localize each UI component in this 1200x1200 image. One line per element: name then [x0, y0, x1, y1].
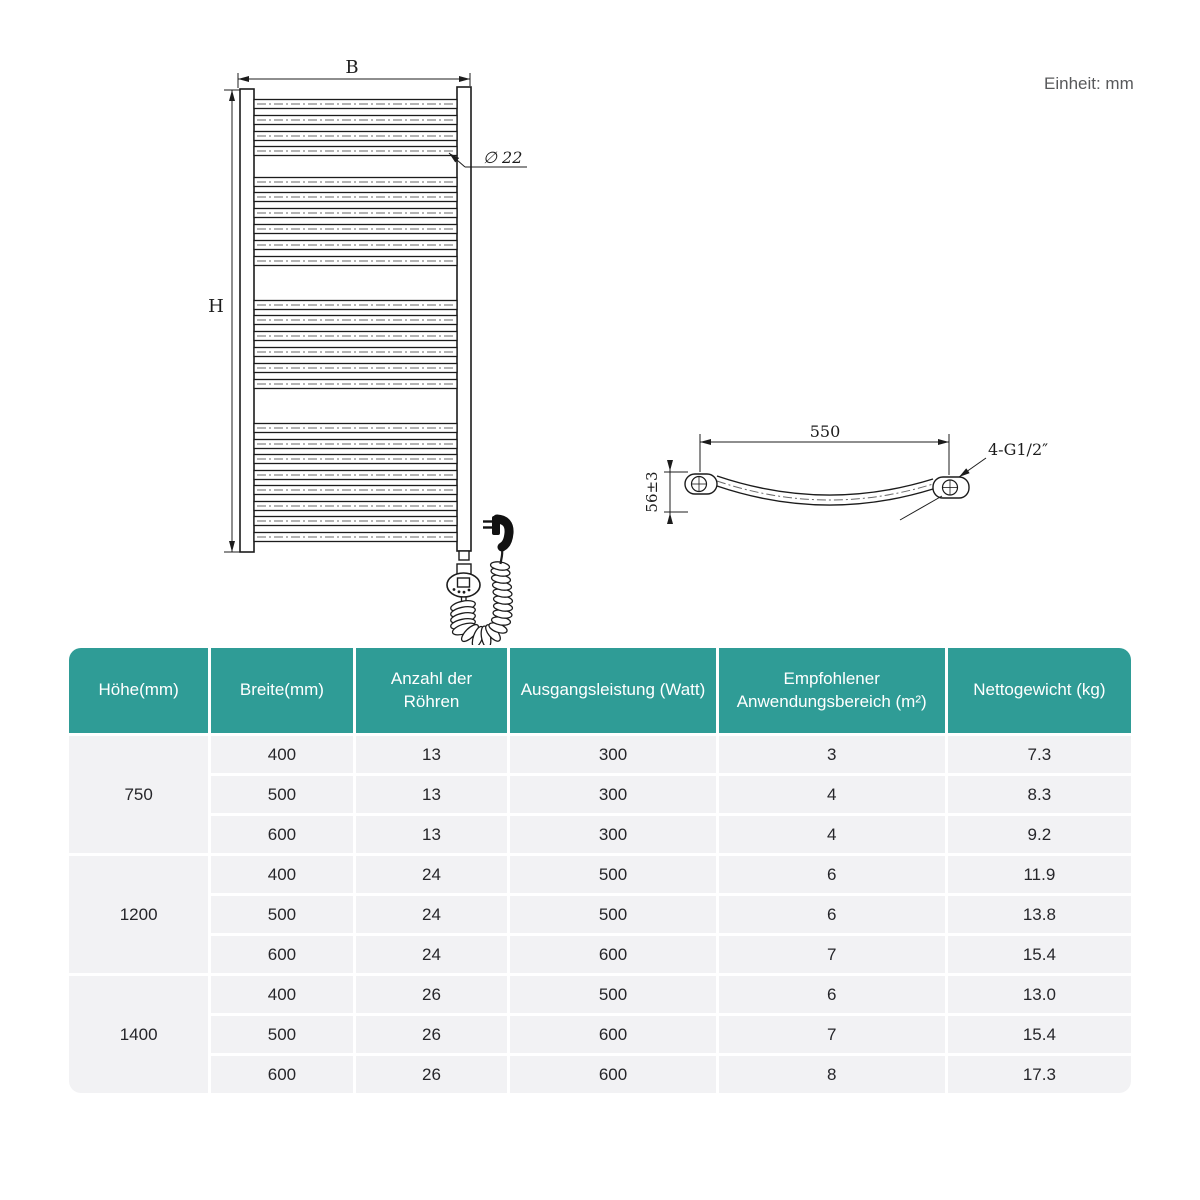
tube-group-2	[254, 178, 457, 266]
cell-bereich: 6	[719, 856, 945, 893]
cell-gewicht: 13.0	[948, 976, 1131, 1013]
cell-roehren: 13	[356, 776, 508, 813]
cell-roehren: 13	[356, 816, 508, 853]
cell-roehren: 26	[356, 1056, 508, 1093]
front-view-drawing	[180, 40, 540, 645]
side-view-drawing	[640, 408, 1100, 540]
cell-gewicht: 17.3	[948, 1056, 1131, 1093]
cell-leistung: 300	[510, 816, 715, 853]
cell-bereich: 7	[719, 1016, 945, 1053]
cell-breite: 600	[211, 816, 352, 853]
cell-breite: 400	[211, 856, 352, 893]
offset-dimension-label: 56±3	[643, 471, 661, 513]
table-row	[69, 1016, 1131, 1053]
cell-roehren: 24	[356, 856, 508, 893]
height-dimension	[208, 90, 241, 552]
tube-group-1	[254, 100, 457, 156]
cell-bereich: 7	[719, 936, 945, 973]
cell-bereich: 6	[719, 976, 945, 1013]
cell-roehren: 13	[356, 736, 508, 773]
cell-breite: 400	[211, 736, 352, 773]
table-row	[69, 816, 1131, 853]
cell-hoehe: 1200	[69, 856, 208, 973]
cell-gewicht: 11.9	[948, 856, 1131, 893]
cell-leistung: 300	[510, 736, 715, 773]
cell-leistung: 600	[510, 1016, 715, 1053]
cell-roehren: 24	[356, 896, 508, 933]
curved-rail	[685, 474, 969, 505]
left-rail	[240, 89, 254, 552]
width-dimension-label: B	[345, 57, 359, 78]
cell-breite: 600	[211, 1056, 352, 1093]
thermostat-unit	[447, 551, 480, 603]
cell-leistung: 600	[510, 1056, 715, 1093]
header-anwendungsbereich: Empfohlener Anwendungsbereich (m²)	[719, 648, 945, 733]
cell-leistung: 500	[510, 976, 715, 1013]
header-nettogewicht: Nettogewicht (kg)	[948, 648, 1131, 733]
table-row	[69, 896, 1131, 933]
header-anzahl-roehren: Anzahl der Röhren	[356, 648, 508, 733]
table-row	[69, 776, 1131, 813]
tube-group-3	[254, 301, 457, 389]
power-plug	[483, 516, 509, 547]
cell-gewicht: 8.3	[948, 776, 1131, 813]
thread-label: 4-G1/2″	[988, 440, 1049, 459]
table-row	[69, 736, 1131, 773]
cell-breite: 400	[211, 976, 352, 1013]
cell-leistung: 500	[510, 856, 715, 893]
cell-roehren: 26	[356, 1016, 508, 1053]
cell-roehren: 24	[356, 936, 508, 973]
diameter-label: ∅ 22	[483, 148, 523, 167]
cell-gewicht: 9.2	[948, 816, 1131, 853]
header-ausgangsleistung: Ausgangsleistung (Watt)	[510, 648, 715, 733]
cell-breite: 600	[211, 936, 352, 973]
length-dimension	[700, 422, 949, 475]
thermostat-display	[458, 578, 470, 587]
table-row	[69, 1056, 1131, 1093]
tube-group-4	[254, 424, 457, 542]
cell-hoehe: 1400	[69, 976, 208, 1093]
cell-bereich: 8	[719, 1056, 945, 1093]
spec-table	[66, 645, 1134, 1096]
cell-gewicht: 15.4	[948, 936, 1131, 973]
cell-bereich: 3	[719, 736, 945, 773]
cell-leistung: 500	[510, 896, 715, 933]
table-row	[69, 976, 1131, 1013]
header-hoehe: Höhe(mm)	[69, 648, 208, 733]
cell-hoehe: 750	[69, 736, 208, 853]
length-dimension-label: 550	[809, 422, 841, 441]
cell-bereich: 4	[719, 816, 945, 853]
thread-callout	[900, 440, 1048, 520]
table-row	[69, 936, 1131, 973]
cell-bereich: 4	[719, 776, 945, 813]
cell-breite: 500	[211, 776, 352, 813]
width-dimension	[238, 57, 470, 88]
cell-bereich: 6	[719, 896, 945, 933]
cell-roehren: 26	[356, 976, 508, 1013]
cell-leistung: 600	[510, 936, 715, 973]
cell-gewicht: 15.4	[948, 1016, 1131, 1053]
cell-leistung: 300	[510, 776, 715, 813]
header-breite: Breite(mm)	[211, 648, 352, 733]
offset-dimension	[643, 460, 688, 524]
table-row	[69, 856, 1131, 893]
cell-breite: 500	[211, 896, 352, 933]
cell-gewicht: 13.8	[948, 896, 1131, 933]
unit-note: Einheit: mm	[1044, 74, 1134, 93]
right-rail	[457, 87, 471, 551]
height-dimension-label: H	[208, 296, 224, 317]
cell-gewicht: 7.3	[948, 736, 1131, 773]
cell-breite: 500	[211, 1016, 352, 1053]
